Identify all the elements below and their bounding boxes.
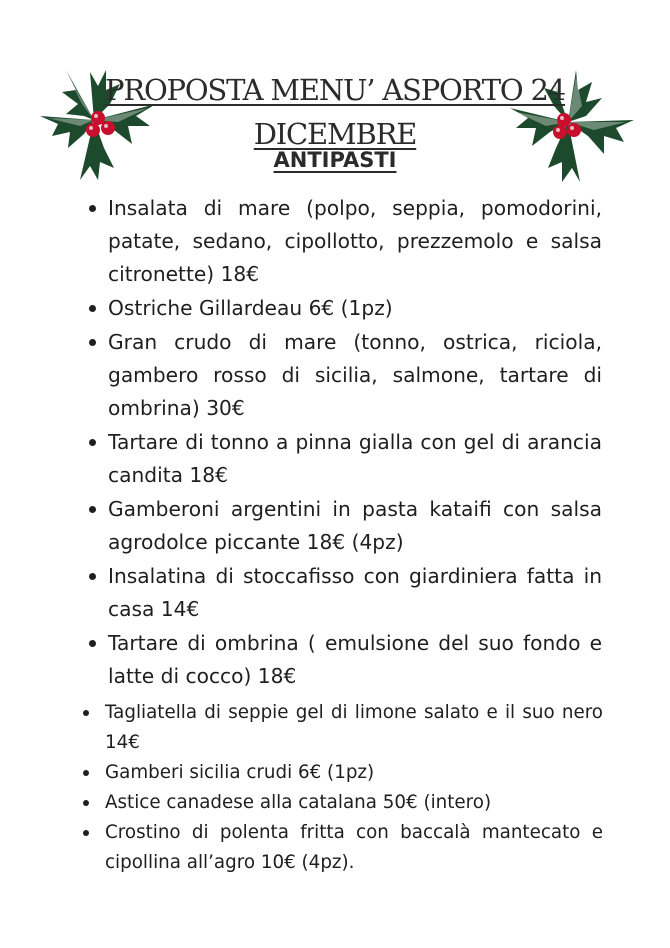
list-item: Gran crudo di mare (tonno, ostrica, riciola, gambero rosso di sicilia, salmone, tartare di ombrina) 30€ [108, 326, 602, 426]
list-item: Insalatina di stoccafisso con giardiniera fatta in casa 14€ [108, 560, 602, 626]
list-item: Gamberi sicilia crudi 6€ (1pz) [105, 758, 603, 788]
menu-list-main [108, 192, 602, 694]
list-item: Tagliatella di seppie gel di limone salato e il suo nero 14€ [105, 698, 603, 758]
list-item: Ostriche Gillardeau 6€ (1pz) [108, 292, 602, 325]
menu-list-extra [105, 698, 603, 878]
section-heading: ANTIPASTI [273, 148, 397, 172]
list-item: Tartare di ombrina ( emulsione del suo fondo e latte di cocco) 18€ [108, 627, 602, 693]
list-item: Tartare di tonno a pinna gialla con gel di arancia candita 18€ [108, 426, 602, 492]
title-line-2: DICEMBRE [253, 117, 417, 151]
list-item: Astice canadese alla catalana 50€ (intero) [105, 788, 603, 818]
page-title [0, 68, 670, 156]
list-item: Gamberoni argentini in pasta kataifi con salsa agrodolce piccante 18€ (4pz) [108, 493, 602, 559]
list-item: Crostino di polenta fritta con baccalà mantecato e cipollina all’agro 10€ (4pz). [105, 818, 603, 878]
title-line-1: PROPOSTA MENU’ ASPORTO 24 [105, 73, 565, 107]
list-item: Insalata di mare (polpo, seppia, pomodorini, patate, sedano, cipollotto, prezzemolo e salsa citronette) 18€ [108, 192, 602, 292]
